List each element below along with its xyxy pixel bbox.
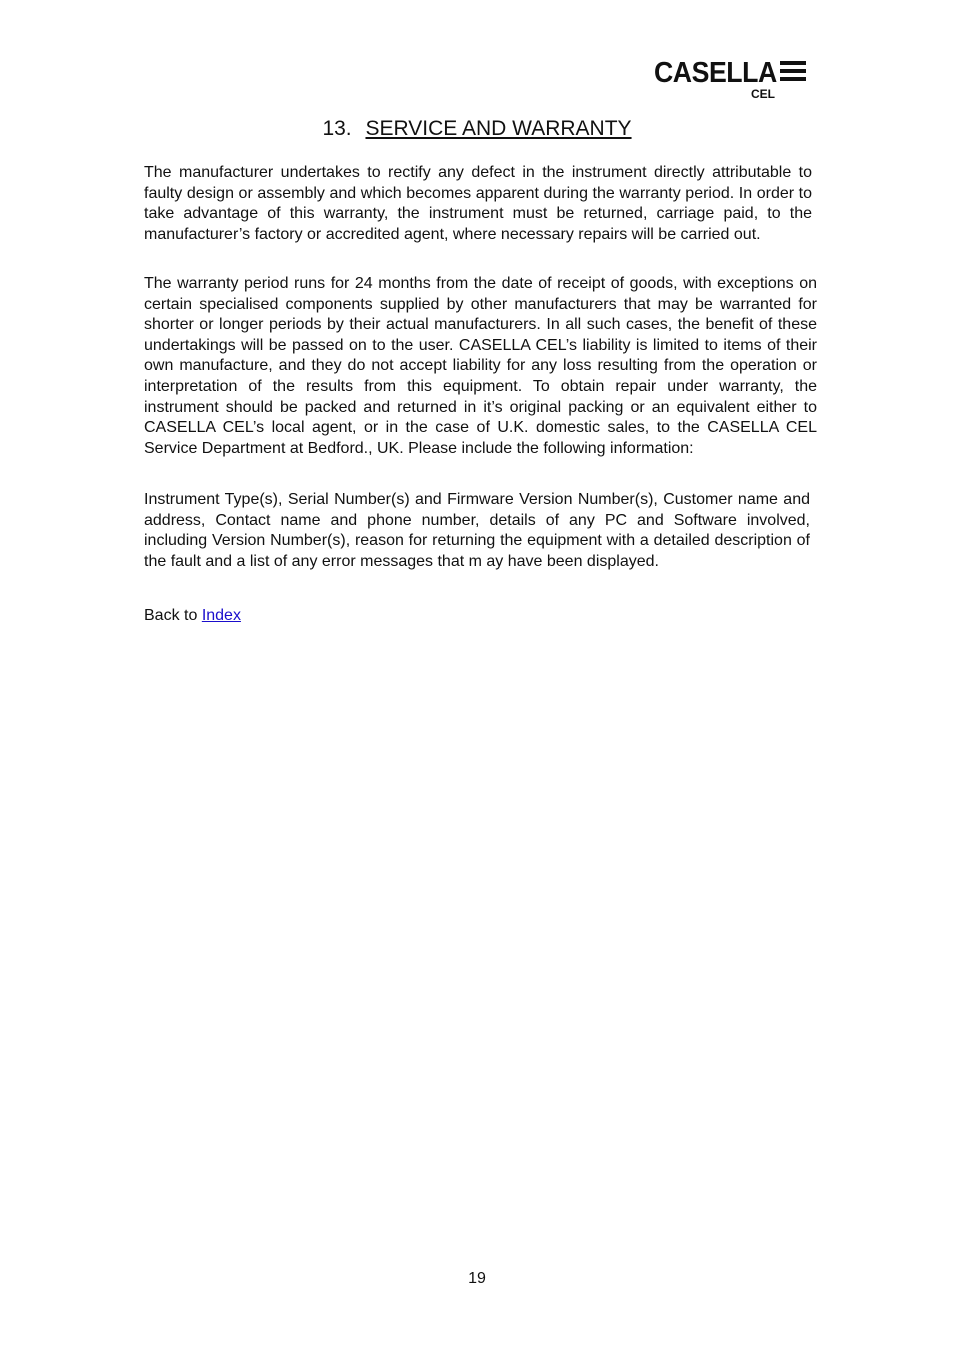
page-number: 19 bbox=[468, 1270, 486, 1287]
back-to-index bbox=[144, 606, 241, 626]
paragraph-required-info: Instrument Type(s), Serial Number(s) and Firmware Version Number(s), Customer name and address, Contact name and phone number, details of any PC and Software involved, including Version Number(s), reason for returning the equipment with a detailed description of the fault and a list of any error messages that m ay have been displayed. bbox=[144, 491, 810, 570]
back-prefix: Back to bbox=[144, 607, 202, 624]
logo-subtext: CEL bbox=[751, 87, 775, 101]
index-link[interactable]: Index bbox=[201, 607, 241, 624]
logo-wordmark: CASELLA bbox=[654, 57, 777, 89]
section-heading bbox=[0, 116, 954, 142]
paragraph-warranty-period: The warranty period runs for 24 months from the date of receipt of goods, with exceptions on certain specialised components supplied by other manufacturers that may be warranted for shorter or longer periods by their actual manufacturers. In all such cases, the benefit of these undertakings will be passed on to the user. CASELLA CEL’s liability is limited to items of their own manufacture, and they do not accept liability for any loss resulting from the operation or interpretation of the results from this equipment. To obtain repair under warranty, the instrument should be packed and returned in it’s original packing or an equivalent either to CASELLA CEL’s local agent, or in the case of U.K. domestic sales, to the CASELLA CEL Service Department at Bedford., UK. Please include the following information: bbox=[144, 275, 817, 457]
paragraph-defects: The manufacturer undertakes to rectify any defect in the instrument directly attributable to faulty design or assembly and which becomes apparent during the warranty period. In order to take advantage of this warranty, the instrument must be returned, carriage paid, to the manufacturer’s factory or accredited agent, where necessary repairs will be carried out. bbox=[144, 164, 812, 243]
logo-bars-icon bbox=[780, 61, 806, 83]
section-number: 13. bbox=[322, 117, 352, 140]
casella-cel-logo bbox=[654, 58, 806, 102]
section-title: SERVICE AND WARRANTY bbox=[365, 117, 632, 140]
